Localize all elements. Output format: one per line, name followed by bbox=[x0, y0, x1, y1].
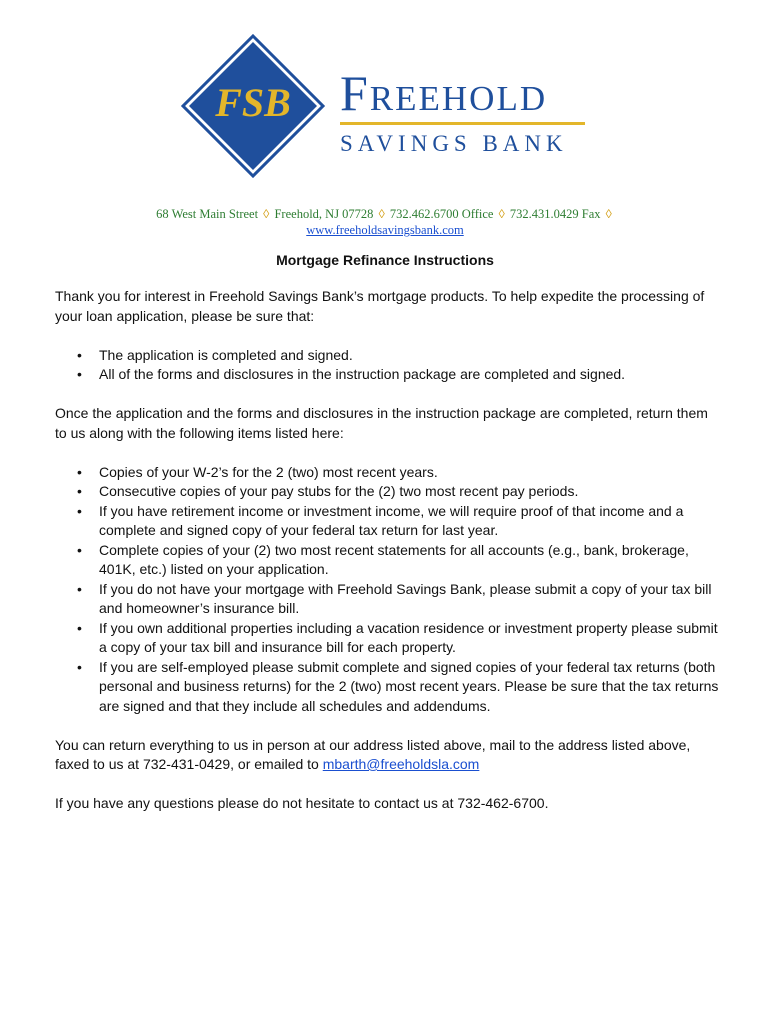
list-item: • If you have retirement income or investment income, we will require proof of that income and a complete and signed copy of your federal tax return for last year. bbox=[99, 502, 720, 541]
list-item: • If you own additional properties including a vacation residence or investment property please submit a copy of your tax bill and insurance bill for each property. bbox=[99, 619, 720, 658]
logo-monogram: FSB bbox=[215, 80, 291, 125]
separator-diamond: ◊ bbox=[263, 207, 270, 221]
return-paragraph: Once the application and the forms and disclosures in the instruction package are completed, return them to us along with the following items listed here: bbox=[55, 405, 708, 441]
return-methods-paragraph bbox=[55, 736, 720, 775]
document-body bbox=[55, 287, 720, 833]
separator-diamond: ◊ bbox=[498, 207, 505, 221]
application-checklist bbox=[55, 346, 720, 385]
city-state: Freehold, NJ 07728 bbox=[274, 207, 374, 221]
email-link[interactable]: mbarth@freeholdsla.com bbox=[322, 756, 480, 772]
bank-subtitle: SAVINGS BANK bbox=[340, 131, 568, 156]
bank-wordmark bbox=[340, 65, 590, 157]
list-item: • Complete copies of your (2) two most recent statements for all accounts (e.g., bank, brokerage, 401K, etc.) listed on your application. bbox=[99, 541, 720, 580]
required-items-list bbox=[55, 463, 720, 717]
separator-diamond: ◊ bbox=[605, 207, 612, 221]
street-address: 68 West Main Street bbox=[156, 207, 259, 221]
document-title: Mortgage Refinance Instructions bbox=[276, 252, 494, 268]
gold-rule bbox=[340, 122, 585, 125]
bank-name: Freehold bbox=[340, 65, 548, 121]
address-block bbox=[0, 206, 770, 238]
fsb-diamond-logo bbox=[181, 34, 325, 178]
list-item: • Copies of your W-2’s for the 2 (two) most recent years. bbox=[99, 463, 720, 483]
list-item: • All of the forms and disclosures in the instruction package are completed and signed. bbox=[99, 365, 720, 385]
intro-paragraph: Thank you for interest in Freehold Savings Bank’s mortgage products. To help expedite the processing of your loan application, please be sure that: bbox=[55, 288, 705, 324]
return-methods-text: You can return everything to us in person at our address listed above, mail to the address listed above, faxed to us at 732-431-0429, or emailed to bbox=[55, 736, 691, 772]
fax-number: 732.431.0429 Fax bbox=[509, 207, 601, 221]
questions-paragraph: If you have any questions please do not hesitate to contact us at 732-462-6700. bbox=[55, 795, 549, 811]
list-item: • Consecutive copies of your pay stubs for the (2) two most recent pay periods. bbox=[99, 482, 720, 502]
office-phone: 732.462.6700 Office bbox=[389, 207, 494, 221]
list-item: • If you do not have your mortgage with Freehold Savings Bank, please submit a copy of your tax bill and homeowner’s insurance bill. bbox=[99, 580, 720, 619]
address-line bbox=[0, 206, 770, 222]
separator-diamond: ◊ bbox=[378, 207, 385, 221]
list-item: • The application is completed and signed. bbox=[99, 346, 720, 366]
website-link[interactable]: www.freeholdsavingsbank.com bbox=[306, 223, 464, 237]
list-item: • If you are self-employed please submit complete and signed copies of your federal tax returns (both personal and business returns) for the 2 (two) most recent years. Please be sure that the tax returns are signed and that they include all schedules and addendums. bbox=[99, 658, 720, 717]
